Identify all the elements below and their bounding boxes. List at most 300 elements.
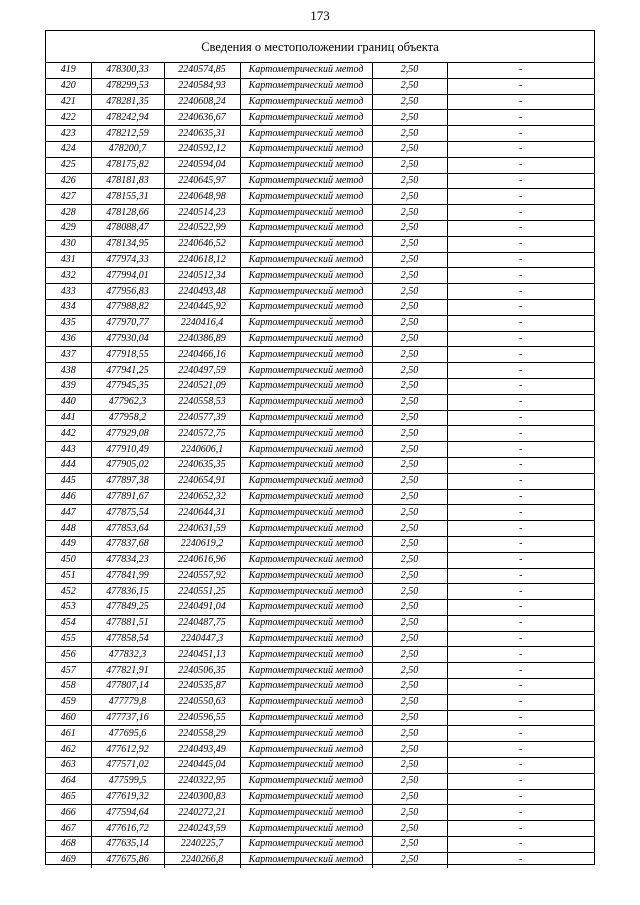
point-number-cell: 421	[46, 94, 91, 110]
accuracy-cell: 2,50	[372, 315, 447, 331]
point-number-cell: 464	[46, 773, 91, 789]
description-cell: -	[447, 663, 594, 679]
table-row	[46, 78, 594, 94]
method-cell: Картометрический метод	[240, 157, 372, 173]
accuracy-cell: 2,50	[372, 141, 447, 157]
accuracy-cell: 2,50	[372, 852, 447, 867]
point-number-cell: 422	[46, 110, 91, 126]
table-row	[46, 331, 594, 347]
point-number-cell: 435	[46, 315, 91, 331]
table-row	[46, 299, 594, 315]
y-coordinate-cell: 2240243,59	[164, 821, 240, 837]
y-coordinate-cell: 2240521,09	[164, 378, 240, 394]
method-cell: Картометрический метод	[240, 568, 372, 584]
method-cell: Картометрический метод	[240, 189, 372, 205]
description-cell: -	[447, 773, 594, 789]
description-cell: -	[447, 252, 594, 268]
point-number-cell: 460	[46, 710, 91, 726]
method-cell: Картометрический метод	[240, 268, 372, 284]
table-row	[46, 173, 594, 189]
table-row	[46, 363, 594, 379]
point-number-cell: 466	[46, 805, 91, 821]
point-number-cell: 423	[46, 126, 91, 142]
point-number-cell: 461	[46, 726, 91, 742]
x-coordinate-cell: 477905,02	[91, 457, 164, 473]
table-row	[46, 568, 594, 584]
method-cell: Картометрический метод	[240, 78, 372, 94]
y-coordinate-cell: 2240606,1	[164, 442, 240, 458]
table-row	[46, 710, 594, 726]
x-coordinate-cell: 477970,77	[91, 315, 164, 331]
method-cell: Картометрический метод	[240, 584, 372, 600]
y-coordinate-cell: 2240646,52	[164, 236, 240, 252]
x-coordinate-cell: 478155,31	[91, 189, 164, 205]
page-number: 173	[310, 8, 330, 23]
description-cell: -	[447, 110, 594, 126]
x-coordinate-cell: 477956,83	[91, 284, 164, 300]
accuracy-cell: 2,50	[372, 726, 447, 742]
x-coordinate-cell: 478299,53	[91, 78, 164, 94]
table-row	[46, 742, 594, 758]
point-number-cell: 469	[46, 852, 91, 867]
description-cell: -	[447, 205, 594, 221]
accuracy-cell: 2,50	[372, 157, 447, 173]
description-cell: -	[447, 189, 594, 205]
x-coordinate-cell: 477837,68	[91, 536, 164, 552]
x-coordinate-cell: 477675,86	[91, 852, 164, 867]
method-cell: Картометрический метод	[240, 726, 372, 742]
y-coordinate-cell: 2240645,97	[164, 173, 240, 189]
x-coordinate-cell: 477875,54	[91, 505, 164, 521]
table-row	[46, 457, 594, 473]
description-cell: -	[447, 236, 594, 252]
y-coordinate-cell: 2240619,2	[164, 536, 240, 552]
accuracy-cell: 2,50	[372, 647, 447, 663]
accuracy-cell: 2,50	[372, 615, 447, 631]
point-number-cell: 428	[46, 205, 91, 221]
description-cell: -	[447, 489, 594, 505]
point-number-cell: 430	[46, 236, 91, 252]
method-cell: Картометрический метод	[240, 821, 372, 837]
table-row	[46, 252, 594, 268]
description-cell: -	[447, 742, 594, 758]
table-row	[46, 220, 594, 236]
description-cell: -	[447, 363, 594, 379]
description-cell: -	[447, 331, 594, 347]
method-cell: Картометрический метод	[240, 615, 372, 631]
y-coordinate-cell: 2240497,59	[164, 363, 240, 379]
description-cell: -	[447, 157, 594, 173]
table-row	[46, 773, 594, 789]
x-coordinate-cell: 478134,95	[91, 236, 164, 252]
x-coordinate-cell: 478088,47	[91, 220, 164, 236]
y-coordinate-cell: 2240512,34	[164, 268, 240, 284]
method-cell: Картометрический метод	[240, 631, 372, 647]
y-coordinate-cell: 2240416,4	[164, 315, 240, 331]
y-coordinate-cell: 2240466,16	[164, 347, 240, 363]
y-coordinate-cell: 2240631,59	[164, 521, 240, 537]
table-row	[46, 410, 594, 426]
accuracy-cell: 2,50	[372, 252, 447, 268]
point-number-cell: 419	[46, 63, 91, 78]
x-coordinate-cell: 477941,25	[91, 363, 164, 379]
y-coordinate-cell: 2240266,8	[164, 852, 240, 867]
method-cell: Картометрический метод	[240, 521, 372, 537]
description-cell: -	[447, 410, 594, 426]
method-cell: Картометрический метод	[240, 758, 372, 774]
x-coordinate-cell: 477858,54	[91, 631, 164, 647]
y-coordinate-cell: 2240491,04	[164, 600, 240, 616]
method-cell: Картометрический метод	[240, 284, 372, 300]
method-cell: Картометрический метод	[240, 489, 372, 505]
accuracy-cell: 2,50	[372, 710, 447, 726]
accuracy-cell: 2,50	[372, 489, 447, 505]
x-coordinate-cell: 477918,55	[91, 347, 164, 363]
point-number-cell: 454	[46, 615, 91, 631]
y-coordinate-cell: 2240644,31	[164, 505, 240, 521]
y-coordinate-cell: 2240506,35	[164, 663, 240, 679]
x-coordinate-cell: 477945,35	[91, 378, 164, 394]
y-coordinate-cell: 2240558,29	[164, 726, 240, 742]
method-cell: Картометрический метод	[240, 600, 372, 616]
y-coordinate-cell: 2240225,7	[164, 837, 240, 853]
y-coordinate-cell: 2240635,35	[164, 457, 240, 473]
y-coordinate-cell: 2240608,24	[164, 94, 240, 110]
method-cell: Картометрический метод	[240, 236, 372, 252]
table-row	[46, 552, 594, 568]
x-coordinate-cell: 478242,94	[91, 110, 164, 126]
table-row	[46, 584, 594, 600]
x-coordinate-cell: 478200,7	[91, 141, 164, 157]
method-cell: Картометрический метод	[240, 647, 372, 663]
method-cell: Картометрический метод	[240, 63, 372, 78]
y-coordinate-cell: 2240493,48	[164, 284, 240, 300]
description-cell: -	[447, 647, 594, 663]
y-coordinate-cell: 2240594,04	[164, 157, 240, 173]
x-coordinate-cell: 478181,83	[91, 173, 164, 189]
description-cell: -	[447, 679, 594, 695]
y-coordinate-cell: 2240445,92	[164, 299, 240, 315]
method-cell: Картометрический метод	[240, 205, 372, 221]
table-row	[46, 110, 594, 126]
table-row	[46, 189, 594, 205]
table-row	[46, 94, 594, 110]
accuracy-cell: 2,50	[372, 536, 447, 552]
x-coordinate-cell: 477891,67	[91, 489, 164, 505]
point-number-cell: 450	[46, 552, 91, 568]
description-cell: -	[447, 78, 594, 94]
x-coordinate-cell: 477988,82	[91, 299, 164, 315]
method-cell: Картометрический метод	[240, 110, 372, 126]
point-number-cell: 441	[46, 410, 91, 426]
accuracy-cell: 2,50	[372, 394, 447, 410]
point-number-cell: 440	[46, 394, 91, 410]
y-coordinate-cell: 2240577,39	[164, 410, 240, 426]
point-number-cell: 437	[46, 347, 91, 363]
table-row	[46, 789, 594, 805]
method-cell: Картометрический метод	[240, 141, 372, 157]
table-row	[46, 600, 594, 616]
table-row	[46, 126, 594, 142]
x-coordinate-cell: 477841,99	[91, 568, 164, 584]
table-row	[46, 347, 594, 363]
x-coordinate-cell: 477897,38	[91, 473, 164, 489]
accuracy-cell: 2,50	[372, 505, 447, 521]
method-cell: Картометрический метод	[240, 363, 372, 379]
x-coordinate-cell: 477599,5	[91, 773, 164, 789]
x-coordinate-cell: 477737,16	[91, 710, 164, 726]
point-number-cell: 438	[46, 363, 91, 379]
method-cell: Картометрический метод	[240, 315, 372, 331]
accuracy-cell: 2,50	[372, 268, 447, 284]
x-coordinate-cell: 477779,8	[91, 694, 164, 710]
y-coordinate-cell: 2240272,21	[164, 805, 240, 821]
method-cell: Картометрический метод	[240, 789, 372, 805]
y-coordinate-cell: 2240535,87	[164, 679, 240, 695]
point-number-cell: 465	[46, 789, 91, 805]
description-cell: -	[447, 141, 594, 157]
accuracy-cell: 2,50	[372, 805, 447, 821]
x-coordinate-cell: 477994,01	[91, 268, 164, 284]
description-cell: -	[447, 63, 594, 78]
x-coordinate-cell: 478128,66	[91, 205, 164, 221]
point-number-cell: 420	[46, 78, 91, 94]
method-cell: Картометрический метод	[240, 457, 372, 473]
method-cell: Картометрический метод	[240, 331, 372, 347]
table-row	[46, 679, 594, 695]
y-coordinate-cell: 2240550,63	[164, 694, 240, 710]
table-row	[46, 315, 594, 331]
x-coordinate-cell: 477929,08	[91, 426, 164, 442]
y-coordinate-cell: 2240596,55	[164, 710, 240, 726]
table-row	[46, 694, 594, 710]
point-number-cell: 424	[46, 141, 91, 157]
y-coordinate-cell: 2240618,12	[164, 252, 240, 268]
x-coordinate-cell: 477616,72	[91, 821, 164, 837]
y-coordinate-cell: 2240592,12	[164, 141, 240, 157]
method-cell: Картометрический метод	[240, 220, 372, 236]
method-cell: Картометрический метод	[240, 442, 372, 458]
x-coordinate-cell: 477836,15	[91, 584, 164, 600]
method-cell: Картометрический метод	[240, 173, 372, 189]
x-coordinate-cell: 477881,51	[91, 615, 164, 631]
method-cell: Картометрический метод	[240, 394, 372, 410]
x-coordinate-cell: 477821,91	[91, 663, 164, 679]
accuracy-cell: 2,50	[372, 631, 447, 647]
point-number-cell: 434	[46, 299, 91, 315]
table-row	[46, 236, 594, 252]
point-number-cell: 444	[46, 457, 91, 473]
description-cell: -	[447, 600, 594, 616]
x-coordinate-cell: 477834,23	[91, 552, 164, 568]
table-row	[46, 157, 594, 173]
y-coordinate-cell: 2240522,99	[164, 220, 240, 236]
method-cell: Картометрический метод	[240, 773, 372, 789]
description-cell: -	[447, 173, 594, 189]
x-coordinate-cell: 477849,25	[91, 600, 164, 616]
description-cell: -	[447, 821, 594, 837]
point-number-cell: 432	[46, 268, 91, 284]
y-coordinate-cell: 2240557,92	[164, 568, 240, 584]
method-cell: Картометрический метод	[240, 426, 372, 442]
description-cell: -	[447, 536, 594, 552]
point-number-cell: 463	[46, 758, 91, 774]
description-cell: -	[447, 505, 594, 521]
table-row	[46, 394, 594, 410]
y-coordinate-cell: 2240300,83	[164, 789, 240, 805]
y-coordinate-cell: 2240493,49	[164, 742, 240, 758]
table-row	[46, 821, 594, 837]
y-coordinate-cell: 2240558,53	[164, 394, 240, 410]
description-cell: -	[447, 457, 594, 473]
y-coordinate-cell: 2240584,93	[164, 78, 240, 94]
y-coordinate-cell: 2240652,32	[164, 489, 240, 505]
table-row	[46, 268, 594, 284]
y-coordinate-cell: 2240487,75	[164, 615, 240, 631]
y-coordinate-cell: 2240551,25	[164, 584, 240, 600]
x-coordinate-cell: 477807,14	[91, 679, 164, 695]
accuracy-cell: 2,50	[372, 284, 447, 300]
table-row	[46, 726, 594, 742]
x-coordinate-cell: 478175,82	[91, 157, 164, 173]
x-coordinate-cell: 477571,02	[91, 758, 164, 774]
method-cell: Картометрический метод	[240, 505, 372, 521]
table-title: Сведения о местоположении границ объекта	[46, 31, 594, 63]
table-row	[46, 473, 594, 489]
point-number-cell: 429	[46, 220, 91, 236]
method-cell: Картометрический метод	[240, 94, 372, 110]
x-coordinate-cell: 477910,49	[91, 442, 164, 458]
accuracy-cell: 2,50	[372, 521, 447, 537]
point-number-cell: 442	[46, 426, 91, 442]
description-cell: -	[447, 473, 594, 489]
point-number-cell: 443	[46, 442, 91, 458]
y-coordinate-cell: 2240654,91	[164, 473, 240, 489]
point-number-cell: 425	[46, 157, 91, 173]
method-cell: Картометрический метод	[240, 536, 372, 552]
point-number-cell: 451	[46, 568, 91, 584]
description-cell: -	[447, 758, 594, 774]
accuracy-cell: 2,50	[372, 473, 447, 489]
table-row	[46, 141, 594, 157]
x-coordinate-cell: 477853,64	[91, 521, 164, 537]
description-cell: -	[447, 94, 594, 110]
accuracy-cell: 2,50	[372, 821, 447, 837]
x-coordinate-cell: 478212,59	[91, 126, 164, 142]
description-cell: -	[447, 426, 594, 442]
accuracy-cell: 2,50	[372, 236, 447, 252]
method-cell: Картометрический метод	[240, 473, 372, 489]
x-coordinate-cell: 477962,3	[91, 394, 164, 410]
point-number-cell: 462	[46, 742, 91, 758]
accuracy-cell: 2,50	[372, 442, 447, 458]
description-cell: -	[447, 584, 594, 600]
x-coordinate-cell: 477635,14	[91, 837, 164, 853]
accuracy-cell: 2,50	[372, 758, 447, 774]
table-row	[46, 805, 594, 821]
point-number-cell: 455	[46, 631, 91, 647]
point-number-cell: 433	[46, 284, 91, 300]
accuracy-cell: 2,50	[372, 347, 447, 363]
description-cell: -	[447, 552, 594, 568]
table-row	[46, 489, 594, 505]
method-cell: Картометрический метод	[240, 378, 372, 394]
table-body	[46, 63, 594, 868]
boundary-coordinates-table	[46, 63, 594, 868]
accuracy-cell: 2,50	[372, 552, 447, 568]
accuracy-cell: 2,50	[372, 663, 447, 679]
accuracy-cell: 2,50	[372, 331, 447, 347]
description-cell: -	[447, 789, 594, 805]
table-row	[46, 442, 594, 458]
accuracy-cell: 2,50	[372, 773, 447, 789]
method-cell: Картометрический метод	[240, 663, 372, 679]
y-coordinate-cell: 2240648,98	[164, 189, 240, 205]
accuracy-cell: 2,50	[372, 126, 447, 142]
point-number-cell: 459	[46, 694, 91, 710]
description-cell: -	[447, 315, 594, 331]
table-row	[46, 63, 594, 78]
accuracy-cell: 2,50	[372, 220, 447, 236]
boundary-table-frame	[45, 30, 595, 865]
y-coordinate-cell: 2240636,67	[164, 110, 240, 126]
method-cell: Картометрический метод	[240, 252, 372, 268]
accuracy-cell: 2,50	[372, 584, 447, 600]
x-coordinate-cell: 477594,64	[91, 805, 164, 821]
accuracy-cell: 2,50	[372, 568, 447, 584]
x-coordinate-cell: 477619,32	[91, 789, 164, 805]
table-row	[46, 615, 594, 631]
method-cell: Картометрический метод	[240, 299, 372, 315]
y-coordinate-cell: 2240386,89	[164, 331, 240, 347]
accuracy-cell: 2,50	[372, 63, 447, 78]
accuracy-cell: 2,50	[372, 457, 447, 473]
table-row	[46, 426, 594, 442]
table-row	[46, 837, 594, 853]
description-cell: -	[447, 394, 594, 410]
y-coordinate-cell: 2240616,96	[164, 552, 240, 568]
point-number-cell: 436	[46, 331, 91, 347]
method-cell: Картометрический метод	[240, 805, 372, 821]
method-cell: Картометрический метод	[240, 742, 372, 758]
point-number-cell: 449	[46, 536, 91, 552]
accuracy-cell: 2,50	[372, 742, 447, 758]
description-cell: -	[447, 284, 594, 300]
description-cell: -	[447, 521, 594, 537]
x-coordinate-cell: 477930,04	[91, 331, 164, 347]
method-cell: Картометрический метод	[240, 347, 372, 363]
x-coordinate-cell: 478281,35	[91, 94, 164, 110]
table-row	[46, 284, 594, 300]
description-cell: -	[447, 710, 594, 726]
table-row	[46, 663, 594, 679]
description-cell: -	[447, 615, 594, 631]
x-coordinate-cell: 477958,2	[91, 410, 164, 426]
accuracy-cell: 2,50	[372, 110, 447, 126]
y-coordinate-cell: 2240322,95	[164, 773, 240, 789]
y-coordinate-cell: 2240451,13	[164, 647, 240, 663]
point-number-cell: 467	[46, 821, 91, 837]
table-row	[46, 852, 594, 867]
point-number-cell: 427	[46, 189, 91, 205]
table-row	[46, 205, 594, 221]
description-cell: -	[447, 378, 594, 394]
point-number-cell: 431	[46, 252, 91, 268]
accuracy-cell: 2,50	[372, 600, 447, 616]
description-cell: -	[447, 220, 594, 236]
method-cell: Картометрический метод	[240, 679, 372, 695]
point-number-cell: 446	[46, 489, 91, 505]
